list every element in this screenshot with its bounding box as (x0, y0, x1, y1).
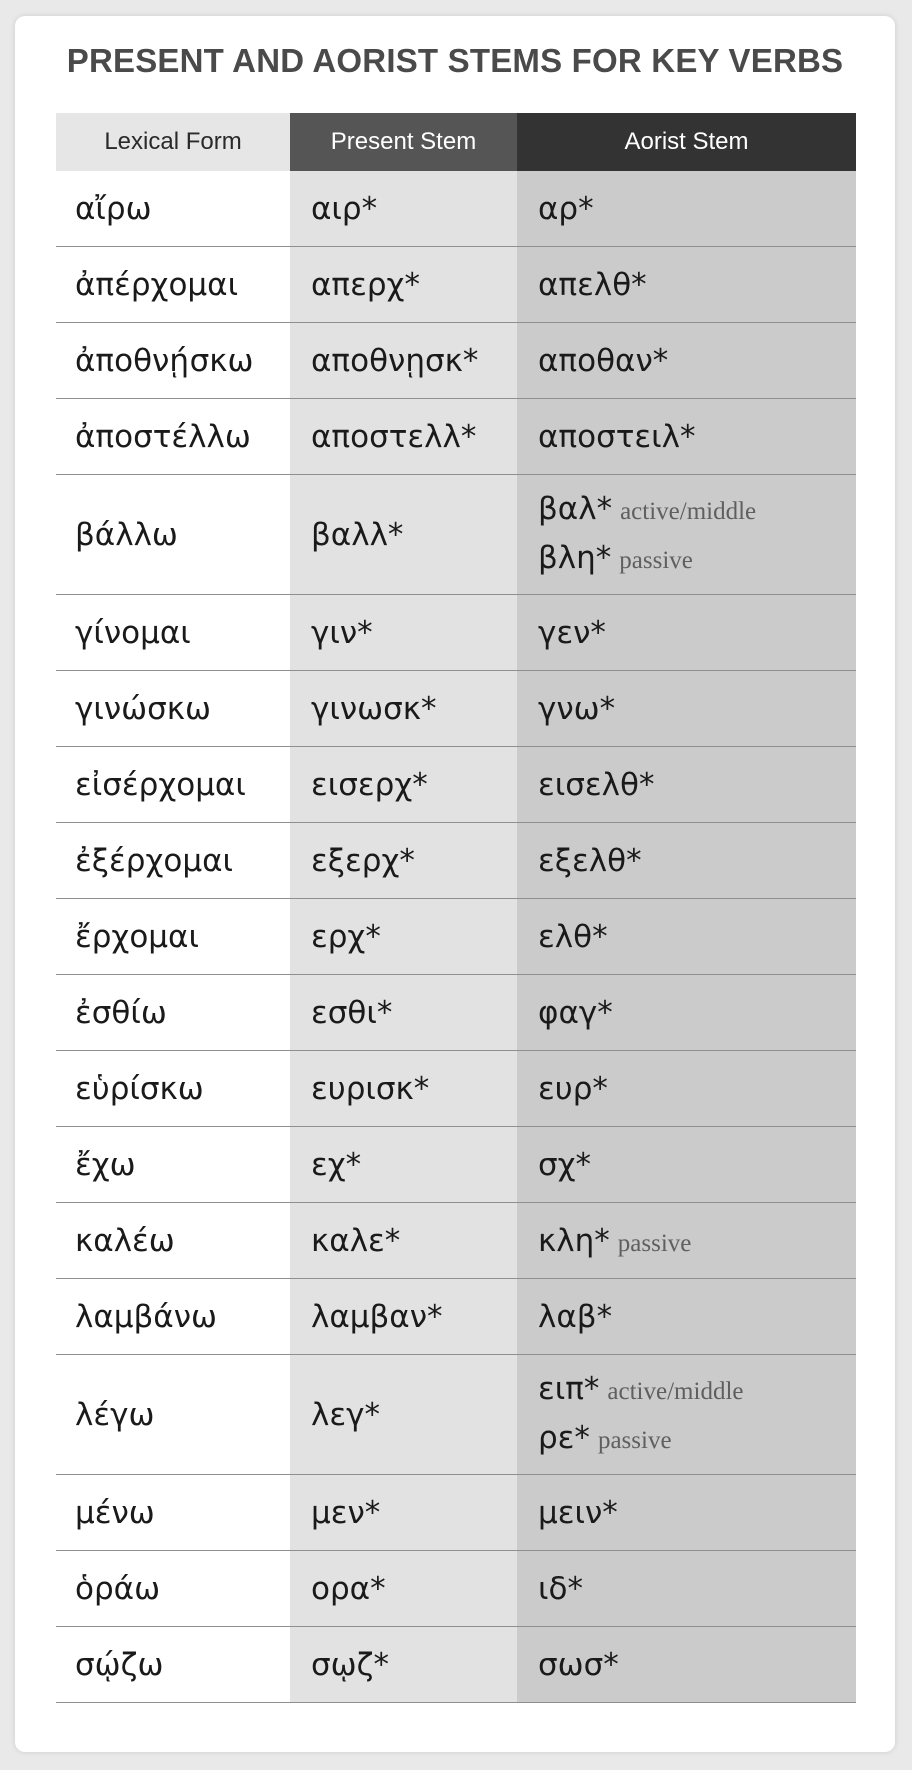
table-row (56, 747, 856, 823)
aorist-stem-text: αποστειλ* (538, 418, 696, 455)
present-stem-header: Present Stem (290, 113, 517, 171)
aorist-stem-text: ρε* (538, 1419, 590, 1456)
lexical-form-cell: λαμβάνω (56, 1279, 290, 1355)
lexical-form-cell: εὑρίσκω (56, 1051, 290, 1127)
aorist-stem-cell (517, 1627, 856, 1703)
aorist-stem-header: Aorist Stem (517, 113, 856, 171)
table-row (56, 1051, 856, 1127)
present-stem-cell: σῳζ* (290, 1627, 517, 1703)
aorist-stem-cell (517, 975, 856, 1051)
aorist-stem-entry (538, 191, 594, 227)
aorist-stem-text: απελθ* (538, 266, 647, 303)
aorist-stem-cell (517, 475, 856, 595)
aorist-stem-entry (538, 1495, 618, 1531)
table-row (56, 1127, 856, 1203)
present-stem-cell: γιν* (290, 595, 517, 671)
voice-note: passive (619, 546, 693, 574)
lexical-form-cell: βάλλω (56, 475, 290, 595)
aorist-stem-text: γεν* (538, 614, 606, 651)
aorist-stem-text: ιδ* (538, 1570, 583, 1607)
lexical-form-cell: εἰσέρχομαι (56, 747, 290, 823)
aorist-stem-text: αποθαν* (538, 342, 669, 379)
present-stem-cell: αποθνῃσκ* (290, 323, 517, 399)
aorist-stem-cell (517, 595, 856, 671)
table-row (56, 1203, 856, 1279)
table-row (56, 899, 856, 975)
aorist-stem-entry (538, 535, 856, 584)
lexical-form-cell: καλέω (56, 1203, 290, 1279)
table-row (56, 1627, 856, 1703)
present-stem-cell: εξερχ* (290, 823, 517, 899)
present-stem-cell: μεν* (290, 1475, 517, 1551)
present-stem-cell: καλε* (290, 1203, 517, 1279)
table-row (56, 323, 856, 399)
aorist-stem-entry (538, 1223, 691, 1259)
aorist-stem-cell (517, 1279, 856, 1355)
aorist-stem-text: σωσ* (538, 1646, 619, 1683)
aorist-stem-entry (538, 1071, 608, 1107)
aorist-stem-entry (538, 691, 615, 727)
stems-card (15, 16, 895, 1752)
aorist-stem-entry (538, 419, 695, 455)
aorist-stem-entry (538, 486, 856, 535)
aorist-stem-cell (517, 899, 856, 975)
aorist-stem-cell (517, 323, 856, 399)
present-stem-cell: ερχ* (290, 899, 517, 975)
aorist-stem-cell (517, 671, 856, 747)
table-row (56, 1551, 856, 1627)
present-stem-cell: ορα* (290, 1551, 517, 1627)
lexical-form-cell: ἀποστέλλω (56, 399, 290, 475)
page-title: PRESENT AND AORIST STEMS FOR KEY VERBS (66, 42, 844, 79)
aorist-stem-entry (538, 1415, 856, 1464)
aorist-stem-text: βαλ* (538, 490, 613, 527)
aorist-stem-cell (517, 823, 856, 899)
present-stem-cell: εισερχ* (290, 747, 517, 823)
table-row (56, 671, 856, 747)
present-stem-cell: ευρισκ* (290, 1051, 517, 1127)
table-row (56, 475, 856, 595)
aorist-stem-cell (517, 1127, 856, 1203)
present-stem-cell: απερχ* (290, 247, 517, 323)
aorist-stem-entry (538, 1147, 591, 1183)
table-row (56, 399, 856, 475)
lexical-form-header: Lexical Form (56, 113, 290, 171)
aorist-stem-entry (538, 1299, 612, 1335)
lexical-form-cell: ἔχω (56, 1127, 290, 1203)
table-row (56, 975, 856, 1051)
table-row (56, 1475, 856, 1551)
aorist-stem-text: βλη* (538, 539, 612, 576)
present-stem-cell: λεγ* (290, 1355, 517, 1475)
table-body (56, 171, 856, 1703)
aorist-stem-text: ειπ* (538, 1370, 600, 1407)
verb-stems-table (56, 113, 856, 1703)
aorist-stem-text: σχ* (538, 1146, 592, 1183)
voice-note: active/middle (620, 497, 757, 525)
table-row (56, 1279, 856, 1355)
aorist-stem-entry (538, 1571, 583, 1607)
aorist-stem-text: ευρ* (538, 1070, 608, 1107)
lexical-form-cell: ὁράω (56, 1551, 290, 1627)
lexical-form-cell: γίνομαι (56, 595, 290, 671)
aorist-stem-text: εισελθ* (538, 766, 655, 803)
lexical-form-cell: ἐσθίω (56, 975, 290, 1051)
lexical-form-cell: ἔρχομαι (56, 899, 290, 975)
aorist-stem-cell (517, 1551, 856, 1627)
aorist-stem-text: φαγ* (538, 994, 613, 1031)
aorist-stem-cell (517, 1355, 856, 1475)
lexical-form-cell: αἴρω (56, 171, 290, 247)
table-row (56, 1355, 856, 1475)
aorist-stem-cell (517, 747, 856, 823)
lexical-form-cell: γινώσκω (56, 671, 290, 747)
voice-note: passive (597, 1426, 672, 1454)
lexical-form-cell: σῴζω (56, 1627, 290, 1703)
aorist-stem-entry (538, 919, 608, 955)
present-stem-cell: γινωσκ* (290, 671, 517, 747)
aorist-stem-text: εξελθ* (538, 842, 642, 879)
present-stem-cell: αποστελλ* (290, 399, 517, 475)
aorist-stem-entry (538, 343, 668, 379)
table-row (56, 823, 856, 899)
lexical-form-cell: ἐξέρχομαι (56, 823, 290, 899)
aorist-stem-text: γνω* (538, 690, 616, 727)
aorist-stem-cell (517, 399, 856, 475)
present-stem-cell: βαλλ* (290, 475, 517, 595)
aorist-stem-cell (517, 247, 856, 323)
aorist-stem-entry (538, 267, 647, 303)
aorist-stem-text: λαβ* (538, 1298, 613, 1335)
aorist-stem-cell (517, 1203, 856, 1279)
table-row (56, 595, 856, 671)
table-row (56, 171, 856, 247)
aorist-stem-entry (538, 995, 613, 1031)
lexical-form-cell: μένω (56, 1475, 290, 1551)
aorist-stem-entry (538, 767, 654, 803)
aorist-stem-text: αρ* (538, 190, 594, 227)
aorist-stem-cell (517, 171, 856, 247)
present-stem-cell: εσθι* (290, 975, 517, 1051)
aorist-stem-cell (517, 1051, 856, 1127)
aorist-stem-entry (538, 1366, 856, 1415)
table-row (56, 247, 856, 323)
lexical-form-cell: λέγω (56, 1355, 290, 1475)
aorist-stem-entry (538, 615, 606, 651)
aorist-stem-text: μειν* (538, 1494, 618, 1531)
present-stem-cell: αιρ* (290, 171, 517, 247)
aorist-stem-text: κλη* (538, 1222, 610, 1259)
lexical-form-cell: ἀπέρχομαι (56, 247, 290, 323)
table-header-row (56, 113, 856, 171)
aorist-stem-entry (538, 843, 642, 879)
present-stem-cell: εχ* (290, 1127, 517, 1203)
aorist-stem-cell (517, 1475, 856, 1551)
voice-note: passive (617, 1229, 692, 1257)
voice-note: active/middle (607, 1377, 744, 1405)
present-stem-cell: λαμβαν* (290, 1279, 517, 1355)
lexical-form-cell: ἀποθνῄσκω (56, 323, 290, 399)
aorist-stem-text: ελθ* (538, 918, 608, 955)
aorist-stem-entry (538, 1647, 619, 1683)
